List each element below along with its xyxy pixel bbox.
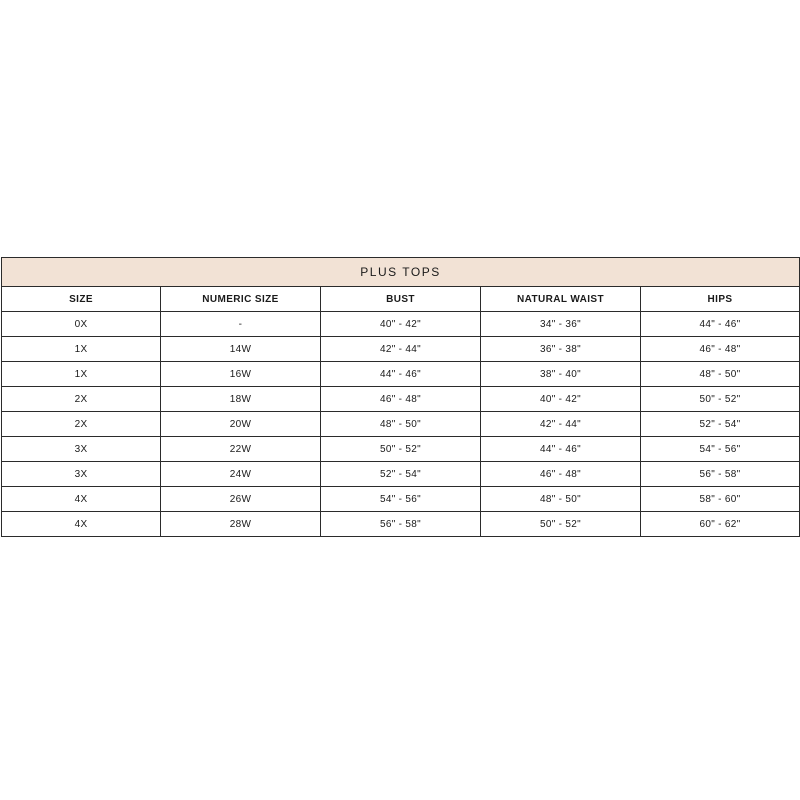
cell-natural-waist: 36" - 38" <box>481 337 641 362</box>
cell-numeric-size: - <box>161 312 321 337</box>
table-row <box>2 337 800 362</box>
header-numeric-size: NUMERIC SIZE <box>161 287 321 312</box>
cell-size: 0X <box>2 312 161 337</box>
cell-bust: 56" - 58" <box>321 512 481 537</box>
table-row <box>2 487 800 512</box>
cell-numeric-size: 22W <box>161 437 321 462</box>
cell-hips: 50" - 52" <box>641 387 800 412</box>
cell-bust: 46" - 48" <box>321 387 481 412</box>
cell-size: 3X <box>2 462 161 487</box>
cell-natural-waist: 50" - 52" <box>481 512 641 537</box>
cell-numeric-size: 18W <box>161 387 321 412</box>
cell-size: 3X <box>2 437 161 462</box>
table-title: PLUS TOPS <box>2 258 800 287</box>
cell-hips: 46" - 48" <box>641 337 800 362</box>
cell-numeric-size: 26W <box>161 487 321 512</box>
table-row <box>2 362 800 387</box>
cell-bust: 52" - 54" <box>321 462 481 487</box>
cell-bust: 40" - 42" <box>321 312 481 337</box>
cell-natural-waist: 44" - 46" <box>481 437 641 462</box>
cell-numeric-size: 24W <box>161 462 321 487</box>
cell-numeric-size: 14W <box>161 337 321 362</box>
cell-bust: 50" - 52" <box>321 437 481 462</box>
table-row <box>2 462 800 487</box>
cell-natural-waist: 48" - 50" <box>481 487 641 512</box>
header-size: SIZE <box>2 287 161 312</box>
cell-hips: 58" - 60" <box>641 487 800 512</box>
cell-hips: 48" - 50" <box>641 362 800 387</box>
table-row <box>2 412 800 437</box>
cell-size: 4X <box>2 512 161 537</box>
size-chart-table <box>1 257 800 537</box>
cell-size: 2X <box>2 412 161 437</box>
cell-size: 1X <box>2 362 161 387</box>
header-bust: BUST <box>321 287 481 312</box>
cell-bust: 48" - 50" <box>321 412 481 437</box>
table-row <box>2 512 800 537</box>
cell-bust: 54" - 56" <box>321 487 481 512</box>
cell-bust: 42" - 44" <box>321 337 481 362</box>
table-row <box>2 312 800 337</box>
cell-hips: 60" - 62" <box>641 512 800 537</box>
cell-hips: 44" - 46" <box>641 312 800 337</box>
cell-numeric-size: 16W <box>161 362 321 387</box>
cell-numeric-size: 20W <box>161 412 321 437</box>
cell-size: 1X <box>2 337 161 362</box>
cell-size: 4X <box>2 487 161 512</box>
cell-bust: 44" - 46" <box>321 362 481 387</box>
cell-numeric-size: 28W <box>161 512 321 537</box>
table-row <box>2 387 800 412</box>
table-row <box>2 437 800 462</box>
cell-natural-waist: 42" - 44" <box>481 412 641 437</box>
cell-natural-waist: 40" - 42" <box>481 387 641 412</box>
cell-natural-waist: 46" - 48" <box>481 462 641 487</box>
cell-hips: 54" - 56" <box>641 437 800 462</box>
cell-hips: 56" - 58" <box>641 462 800 487</box>
table-header-row <box>2 287 800 312</box>
cell-hips: 52" - 54" <box>641 412 800 437</box>
header-hips: HIPS <box>641 287 800 312</box>
cell-natural-waist: 34" - 36" <box>481 312 641 337</box>
table-title-row <box>2 258 800 287</box>
cell-natural-waist: 38" - 40" <box>481 362 641 387</box>
header-natural-waist: NATURAL WAIST <box>481 287 641 312</box>
cell-size: 2X <box>2 387 161 412</box>
